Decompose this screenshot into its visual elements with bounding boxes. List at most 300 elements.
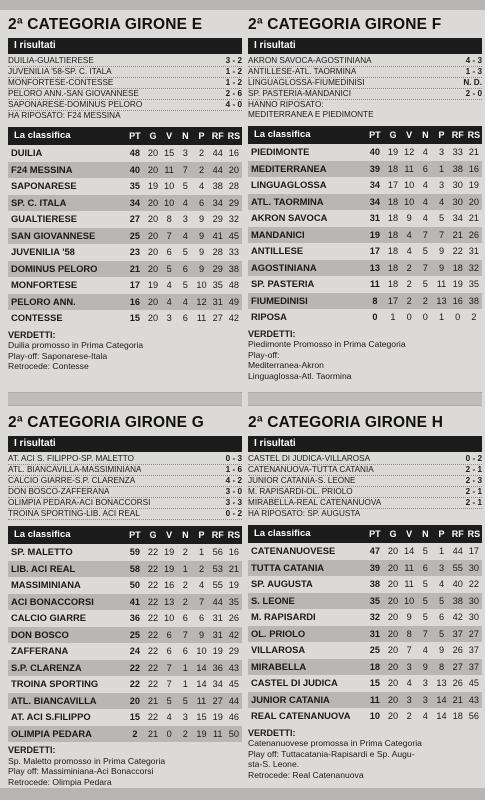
stat-cell: 22 bbox=[129, 679, 140, 689]
result-row bbox=[8, 56, 242, 67]
stat-cell: 1 bbox=[438, 163, 445, 174]
table-row bbox=[8, 145, 242, 162]
column-header: RF bbox=[211, 530, 224, 540]
column-header: N bbox=[422, 130, 429, 140]
team-name: LIB. ACI REAL bbox=[11, 562, 76, 574]
table-row bbox=[248, 659, 482, 676]
team-name: DOMINUS PELORO bbox=[11, 262, 98, 274]
table-row bbox=[8, 244, 242, 261]
stat-cell: 20 bbox=[147, 197, 159, 208]
stat-cell: 20 bbox=[129, 695, 140, 706]
stat-cell: 20 bbox=[387, 645, 399, 655]
stat-cell: 6 bbox=[182, 613, 188, 623]
table-row bbox=[248, 260, 482, 277]
stat-cell: 1 bbox=[438, 312, 445, 322]
team-name: ATL. TAORMINA bbox=[251, 195, 324, 207]
column-header: P bbox=[198, 131, 205, 141]
result-teams: DON BOSCO-ZAFFERANA bbox=[8, 487, 110, 496]
stat-cell: 20 bbox=[387, 546, 399, 556]
verdict-line: Play-off: bbox=[248, 349, 280, 360]
stat-cell: 7 bbox=[166, 662, 172, 673]
result-row bbox=[8, 89, 242, 100]
table-row bbox=[248, 210, 482, 227]
table-row bbox=[248, 144, 482, 161]
verdict-line: Catenanuovese promossa in Prima Categoria bbox=[248, 738, 422, 748]
stat-cell: 5 bbox=[422, 612, 428, 622]
verdicts-label: VERDETTI: bbox=[248, 727, 296, 738]
stat-cell: 21 bbox=[147, 728, 159, 739]
verdicts-label: VERDETTI: bbox=[8, 329, 56, 340]
result-row bbox=[248, 465, 482, 476]
stat-cell: 27 bbox=[212, 313, 223, 323]
stat-cell: 2 bbox=[422, 295, 428, 306]
stat-cell: 10 bbox=[164, 197, 175, 208]
section-divider-left bbox=[8, 392, 242, 406]
table-row bbox=[248, 161, 482, 178]
stat-cell: 20 bbox=[387, 562, 399, 573]
stat-cell: 26 bbox=[228, 613, 240, 623]
stat-cell: 38 bbox=[452, 595, 463, 606]
stat-cell: 42 bbox=[228, 313, 240, 323]
stat-cell: 3 bbox=[406, 661, 412, 672]
stat-cell: 59 bbox=[129, 547, 140, 557]
result-row bbox=[8, 487, 242, 498]
stat-cell: 20 bbox=[147, 296, 159, 307]
team-name: OL. PRIOLO bbox=[251, 627, 306, 639]
stat-cell: 58 bbox=[129, 563, 140, 574]
stat-cell: 11 bbox=[404, 562, 414, 573]
stat-cell: 44 bbox=[212, 148, 223, 158]
stat-cell: 9 bbox=[198, 629, 205, 640]
verdict-line: Duilia promosso in Prima Categoria bbox=[8, 340, 144, 350]
stat-cell: 29 bbox=[212, 214, 223, 224]
team-name: MEDITERRANEA bbox=[251, 162, 327, 174]
stat-cell: 12 bbox=[196, 296, 207, 307]
stat-cell: 20 bbox=[387, 711, 399, 721]
stat-cell: 20 bbox=[147, 247, 159, 257]
stat-cell: 50 bbox=[129, 580, 140, 590]
result-score: 2 - 1 bbox=[465, 487, 482, 496]
stat-cell: 0 bbox=[422, 312, 428, 322]
stat-cell: 31 bbox=[369, 213, 380, 223]
stat-cell: 18 bbox=[452, 262, 463, 273]
standings-title: La classifica bbox=[14, 130, 71, 141]
stat-cell: 20 bbox=[387, 612, 399, 622]
result-row bbox=[248, 487, 482, 498]
standings-title: La classifica bbox=[254, 129, 311, 140]
team-name: S. LEONE bbox=[251, 594, 295, 606]
stat-cell: 13 bbox=[436, 678, 447, 688]
stat-cell: 4 bbox=[198, 580, 205, 590]
stat-cell: 9 bbox=[198, 230, 205, 241]
stat-cell: 46 bbox=[228, 712, 240, 722]
stat-cell: 33 bbox=[228, 247, 240, 257]
team-name: CASTEL DI JUDICA bbox=[251, 677, 338, 688]
team-name: OLIMPIA PEDARA bbox=[11, 727, 92, 739]
stat-cell: 27 bbox=[212, 695, 223, 706]
stat-cell: 7 bbox=[182, 164, 188, 175]
result-teams: M. RAPISARDI-OL. PRIOLO bbox=[248, 487, 353, 496]
stat-cell: 1 bbox=[182, 662, 188, 673]
stat-cell: 18 bbox=[369, 661, 380, 672]
stat-cell: 32 bbox=[468, 262, 480, 273]
stat-cell: 37 bbox=[468, 661, 480, 672]
column-header: RS bbox=[467, 130, 481, 140]
stat-cell: 5 bbox=[422, 246, 428, 256]
stat-cell: 1 bbox=[390, 312, 396, 322]
group-h-panel bbox=[248, 410, 482, 780]
stat-cell: 22 bbox=[147, 629, 159, 640]
stat-cell: 9 bbox=[422, 661, 428, 672]
stat-cell: 22 bbox=[147, 563, 159, 574]
stat-cell: 22 bbox=[147, 712, 159, 722]
verdict-line: Play-off: Saponarese-Itala bbox=[8, 350, 108, 361]
stat-cell: 43 bbox=[228, 662, 240, 673]
result-teams: SAPONARESE-DOMINUS PELORO bbox=[8, 100, 143, 109]
stat-cell: 56 bbox=[468, 711, 480, 721]
stat-cell: 34 bbox=[452, 213, 463, 223]
team-name: RIPOSA bbox=[251, 311, 287, 322]
stat-cell: 38 bbox=[369, 579, 380, 589]
stat-cell: 15 bbox=[164, 148, 175, 158]
result-teams: ANTILLESE-ATL. TAORMINA bbox=[248, 67, 357, 76]
stat-cell: 14 bbox=[196, 662, 207, 673]
rest-note: HANNO RIPOSATO: bbox=[248, 100, 324, 109]
stat-cell: 19 bbox=[147, 280, 159, 290]
column-header: P bbox=[198, 530, 205, 540]
stat-cell: 34 bbox=[212, 197, 223, 208]
stat-cell: 19 bbox=[212, 646, 223, 656]
stat-cell: 56 bbox=[212, 547, 223, 557]
stat-cell: 8 bbox=[438, 661, 445, 672]
result-teams: CATENANUOVA-TUTTA CATANIA bbox=[248, 465, 374, 474]
stat-cell: 30 bbox=[452, 196, 463, 207]
column-header: RS bbox=[227, 530, 241, 540]
stat-cell: 2 bbox=[471, 312, 477, 322]
stat-cell: 44 bbox=[212, 164, 223, 175]
team-name: AKRON SAVOCA bbox=[251, 212, 328, 223]
stat-cell: 5 bbox=[438, 628, 445, 639]
stat-cell: 4 bbox=[166, 296, 172, 307]
stat-cell: 17 bbox=[129, 280, 140, 290]
results-list bbox=[248, 452, 482, 521]
stat-cell: 2 bbox=[182, 580, 188, 590]
result-row bbox=[8, 78, 242, 89]
table-row bbox=[248, 675, 482, 692]
stat-cell: 7 bbox=[166, 679, 172, 689]
stat-cell: 19 bbox=[369, 229, 380, 240]
stat-cell: 29 bbox=[228, 646, 240, 656]
stat-cell: 21 bbox=[228, 563, 240, 574]
stat-cell: 18 bbox=[387, 279, 399, 289]
stat-cell: 19 bbox=[452, 279, 463, 289]
team-name: SP. MALETTO bbox=[11, 546, 73, 557]
stat-cell: 18 bbox=[387, 196, 399, 207]
stat-cell: 4 bbox=[422, 147, 428, 157]
stat-cell: 36 bbox=[129, 613, 140, 623]
verdict-line: Sp. Maletto promosso in Prima Categoria bbox=[8, 755, 166, 766]
table-row bbox=[8, 162, 242, 179]
stat-cell: 28 bbox=[228, 181, 240, 191]
result-teams: JUNIOR CATANIA-S. LEONE bbox=[248, 476, 356, 485]
column-header: RF bbox=[451, 130, 464, 140]
table-row bbox=[248, 576, 482, 593]
verdicts-label: VERDETTI: bbox=[248, 328, 296, 339]
stat-cell: 5 bbox=[422, 546, 428, 556]
team-name: SP. C. ITALA bbox=[11, 196, 67, 208]
result-score: 2 - 3 bbox=[465, 476, 482, 485]
stat-cell: 2 bbox=[406, 295, 412, 306]
stat-cell: 3 bbox=[422, 694, 428, 705]
team-name: AGOSTINIANA bbox=[251, 261, 317, 273]
result-score: 1 - 3 bbox=[465, 67, 482, 76]
stat-cell: 3 bbox=[166, 313, 172, 323]
stat-cell: 9 bbox=[438, 246, 445, 256]
team-name: DON BOSCO bbox=[11, 628, 69, 640]
standings-header bbox=[248, 126, 482, 144]
table-row bbox=[248, 177, 482, 194]
result-teams: AKRON SAVOCA-AGOSTINIANA bbox=[248, 56, 372, 65]
stat-cell: 22 bbox=[468, 579, 480, 589]
group-title: 2ª CATEGORIA GIRONE G bbox=[8, 414, 204, 431]
stat-cell: 50 bbox=[228, 728, 240, 739]
stat-cell: 6 bbox=[182, 313, 188, 323]
stat-cell: 7 bbox=[182, 629, 188, 640]
result-score: 1 - 6 bbox=[225, 465, 242, 474]
stat-cell: 19 bbox=[228, 580, 240, 590]
result-teams: CALCIO GIARRE-S.P. CLARENZA bbox=[8, 476, 136, 485]
team-name: FIUMEDINISI bbox=[251, 294, 308, 306]
stat-cell: 2 bbox=[406, 262, 412, 273]
stat-cell: 24 bbox=[129, 646, 140, 656]
verdict-line: Play off: Tuttacatania-Rapisardi e Sp. Augu- bbox=[248, 748, 415, 759]
stat-cell: 19 bbox=[147, 181, 159, 191]
column-header: RF bbox=[451, 529, 464, 539]
stat-cell: 2 bbox=[198, 563, 205, 574]
table-row bbox=[248, 626, 482, 643]
stat-cell: 34 bbox=[369, 180, 380, 190]
column-header: V bbox=[166, 131, 173, 141]
stat-cell: 36 bbox=[212, 662, 223, 673]
stat-cell: 13 bbox=[164, 596, 175, 607]
stat-cell: 29 bbox=[228, 197, 240, 208]
stat-cell: 6 bbox=[166, 629, 172, 640]
team-name: MANDANICI bbox=[251, 228, 305, 240]
group-title: 2ª CATEGORIA GIRONE E bbox=[8, 16, 203, 33]
stat-cell: 27 bbox=[452, 661, 463, 672]
result-teams: JUVENILIA '58-SP. C. ITALA bbox=[8, 67, 112, 76]
stat-cell: 19 bbox=[212, 712, 223, 722]
result-teams: MONFORTESE-CONTESSE bbox=[8, 78, 114, 87]
bottom-strip bbox=[0, 788, 485, 800]
stat-cell: 48 bbox=[129, 148, 140, 158]
stat-cell: 5 bbox=[422, 279, 428, 289]
stat-cell: 21 bbox=[468, 147, 480, 157]
stat-cell: 2 bbox=[132, 728, 138, 739]
result-row bbox=[248, 67, 482, 78]
stat-cell: 14 bbox=[436, 694, 447, 705]
result-score: 3 - 3 bbox=[225, 498, 242, 507]
team-name: MONFORTESE bbox=[11, 279, 78, 290]
column-header: PT bbox=[369, 130, 381, 140]
stat-cell: 5 bbox=[182, 695, 188, 706]
column-header: RS bbox=[467, 529, 481, 539]
stat-cell: 35 bbox=[129, 181, 140, 191]
stat-cell: 20 bbox=[387, 595, 399, 606]
stat-cell: 18 bbox=[387, 262, 399, 273]
result-row bbox=[248, 56, 482, 67]
stat-cell: 9 bbox=[438, 262, 445, 273]
results-list bbox=[8, 54, 242, 123]
stat-cell: 11 bbox=[436, 279, 447, 289]
stat-cell: 7 bbox=[198, 596, 205, 607]
column-header: PT bbox=[129, 131, 141, 141]
stat-cell: 35 bbox=[228, 596, 240, 607]
result-teams: DUILIA-GUALTIERESE bbox=[8, 56, 94, 65]
stat-cell: 49 bbox=[228, 296, 240, 307]
result-row bbox=[248, 454, 482, 465]
team-name: AT. ACI S.FILIPPO bbox=[11, 711, 91, 722]
stat-cell: 20 bbox=[387, 678, 399, 688]
stat-cell: 11 bbox=[196, 695, 207, 706]
stat-cell: 11 bbox=[404, 579, 414, 589]
table-row bbox=[248, 609, 482, 626]
stat-cell: 2 bbox=[182, 728, 188, 739]
column-header: G bbox=[149, 530, 157, 540]
stat-cell: 4 bbox=[422, 645, 428, 655]
team-name: PIEDIMONTE bbox=[251, 146, 310, 157]
stat-cell: 26 bbox=[452, 678, 463, 688]
stat-cell: 5 bbox=[166, 695, 172, 706]
stat-cell: 39 bbox=[369, 562, 380, 573]
stat-cell: 10 bbox=[164, 181, 175, 191]
stat-cell: 19 bbox=[196, 728, 207, 739]
verdict-line: Retrocede: Olimpia Pedara bbox=[8, 776, 112, 787]
results-header: I risultati bbox=[8, 436, 242, 452]
stat-cell: 53 bbox=[212, 563, 223, 574]
team-name: MIRABELLA bbox=[251, 660, 307, 672]
verdict-line: Piedimonte Promosso in Prima Categoria bbox=[248, 339, 406, 349]
stat-cell: 27 bbox=[129, 214, 140, 224]
stat-cell: 11 bbox=[196, 313, 207, 323]
stat-cell: 4 bbox=[422, 711, 428, 721]
stat-cell: 16 bbox=[228, 547, 240, 557]
stat-cell: 14 bbox=[436, 711, 447, 721]
stat-cell: 9 bbox=[406, 612, 412, 622]
stat-cell: 30 bbox=[468, 612, 480, 622]
stat-cell: 4 bbox=[406, 229, 412, 240]
stat-cell: 4 bbox=[422, 213, 428, 223]
stat-cell: 3 bbox=[438, 562, 445, 573]
stat-cell: 4 bbox=[438, 196, 445, 207]
stat-cell: 5 bbox=[182, 247, 188, 257]
stat-cell: 10 bbox=[164, 613, 175, 623]
stat-cell: 4 bbox=[166, 280, 172, 290]
result-score: 1 - 2 bbox=[225, 67, 242, 76]
stat-cell: 34 bbox=[212, 679, 223, 689]
result-score: 3 - 0 bbox=[225, 487, 242, 496]
table-row bbox=[248, 642, 482, 659]
stat-cell: 37 bbox=[452, 628, 463, 639]
result-score: 4 - 2 bbox=[225, 476, 242, 485]
stat-cell: 22 bbox=[147, 580, 159, 590]
stat-cell: 26 bbox=[468, 229, 480, 240]
stat-cell: 22 bbox=[147, 613, 159, 623]
stat-cell: 10 bbox=[369, 711, 380, 721]
rest-note: HA RIPOSATO: SP. AUGUSTA bbox=[248, 509, 361, 518]
standings-header bbox=[8, 127, 242, 145]
column-header: N bbox=[182, 131, 189, 141]
stat-cell: 32 bbox=[228, 214, 240, 224]
team-name: REAL CATENANUOVA bbox=[251, 710, 351, 721]
stat-cell: 2 bbox=[182, 547, 188, 557]
stat-cell: 20 bbox=[147, 313, 159, 323]
team-name: SP. AUGUSTA bbox=[251, 578, 313, 589]
stat-cell: 38 bbox=[468, 295, 480, 306]
stat-cell: 42 bbox=[228, 629, 240, 640]
table-row bbox=[248, 593, 482, 610]
stat-cell: 26 bbox=[452, 645, 463, 655]
stat-cell: 14 bbox=[404, 546, 415, 556]
result-score: 4 - 3 bbox=[465, 56, 482, 65]
stat-cell: 7 bbox=[406, 645, 412, 655]
stat-cell: 20 bbox=[387, 579, 399, 589]
column-header: N bbox=[182, 530, 189, 540]
table-row bbox=[8, 261, 242, 278]
stat-cell: 5 bbox=[182, 181, 188, 191]
result-row bbox=[8, 465, 242, 476]
stat-cell: 11 bbox=[212, 728, 223, 739]
stat-cell: 19 bbox=[164, 563, 175, 574]
stat-cell: 0 bbox=[372, 312, 378, 322]
stat-cell: 11 bbox=[370, 279, 380, 289]
stat-cell: 2 bbox=[406, 711, 412, 721]
stat-cell: 4 bbox=[182, 296, 188, 307]
stat-cell: 20 bbox=[147, 263, 159, 274]
stat-cell: 20 bbox=[387, 628, 399, 639]
results-header: I risultati bbox=[248, 436, 482, 452]
verdict-line: Mediterranea-Akron bbox=[248, 360, 324, 370]
stat-cell: 20 bbox=[147, 214, 159, 224]
result-score: 2 - 1 bbox=[465, 498, 482, 507]
verdict-line: Retrocede: Real Catenanuova bbox=[248, 769, 364, 780]
table-row bbox=[248, 309, 482, 326]
stat-cell: 15 bbox=[196, 712, 207, 722]
group-f-panel bbox=[248, 12, 482, 381]
stat-cell: 8 bbox=[372, 295, 378, 306]
results-list bbox=[8, 452, 242, 522]
rest-note: HA RIPOSATO: F24 MESSINA bbox=[8, 111, 121, 120]
stat-cell: 7 bbox=[166, 230, 172, 241]
stat-cell: 30 bbox=[452, 180, 463, 190]
result-row bbox=[248, 89, 482, 100]
stat-cell: 19 bbox=[468, 180, 480, 190]
table-row bbox=[8, 277, 242, 294]
table-row bbox=[8, 178, 242, 195]
team-name: CONTESSE bbox=[11, 312, 63, 323]
table-row bbox=[248, 243, 482, 260]
stat-cell: 2 bbox=[198, 164, 205, 175]
table-row bbox=[248, 708, 482, 725]
table-row bbox=[8, 577, 242, 594]
stat-cell: 1 bbox=[182, 679, 188, 689]
results-header: I risultati bbox=[8, 38, 242, 54]
column-header: V bbox=[166, 530, 173, 540]
table-row bbox=[8, 676, 242, 693]
stat-cell: 21 bbox=[147, 695, 159, 706]
stat-cell: 17 bbox=[369, 246, 380, 256]
stat-cell: 15 bbox=[129, 712, 140, 722]
